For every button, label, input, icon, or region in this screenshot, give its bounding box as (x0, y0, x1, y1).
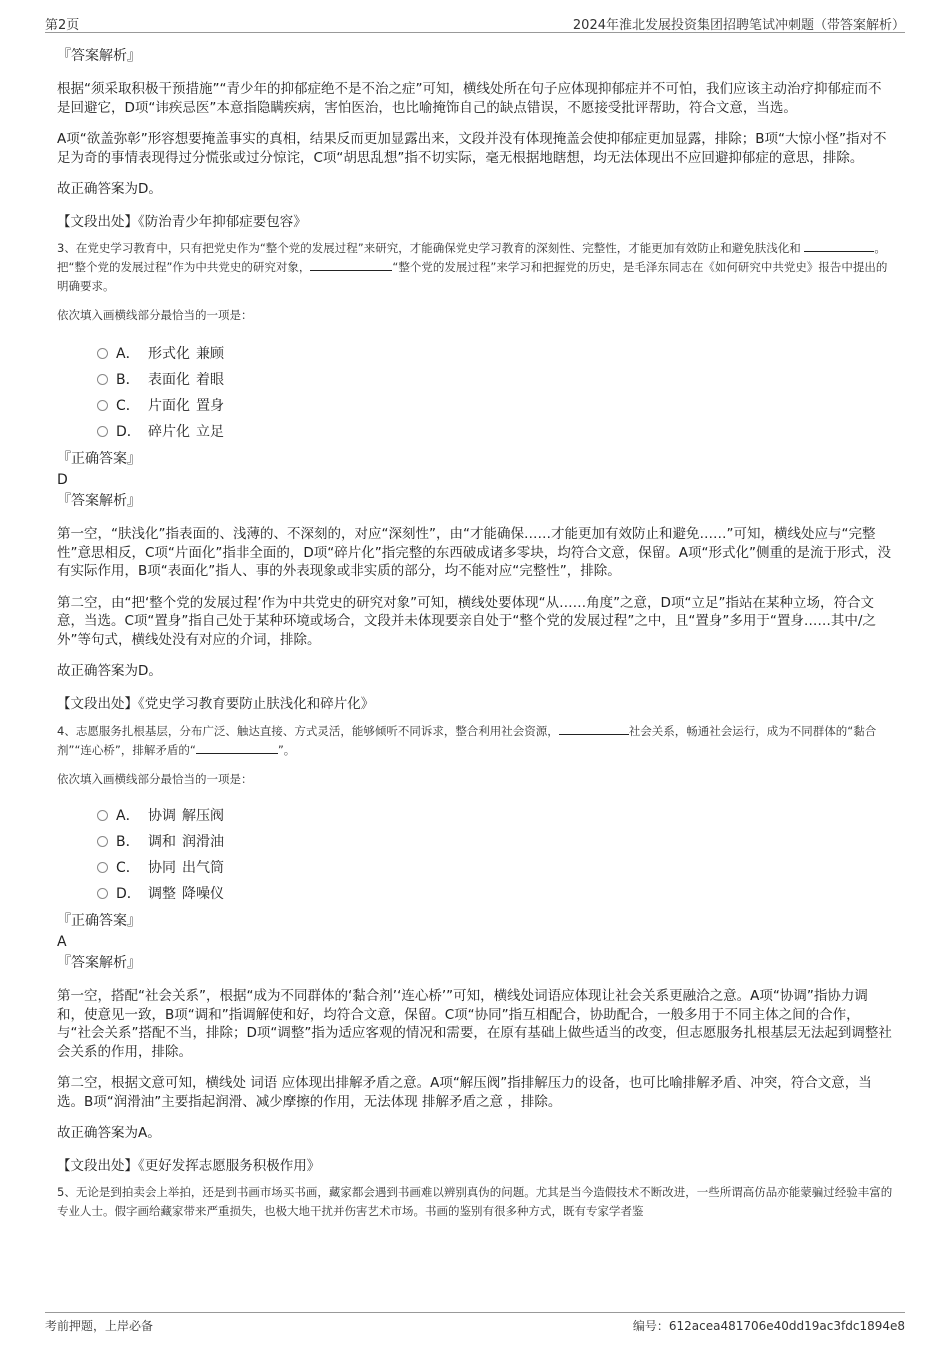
radio-icon[interactable] (97, 400, 108, 411)
q4-options (97, 803, 893, 907)
q4-stem: 4、志愿服务扎根基层，分布广泛、触达直接、方式灵活，能够倾听不同诉求，整合利用社会资源， 社会关系，畅通社会运行，成为不同群体的“黏合剂”“连心桥”，排解矛盾的“ ”。 (57, 724, 877, 757)
q3-correct-label: 『正确答案』 (57, 451, 141, 467)
q3-explain-label: 『答案解析』 (57, 493, 141, 509)
q4-explain-p1: 第一空，搭配“社会关系”，根据“成为不同群体的‘黏合剂’‘连心桥’”可知，横线处词语应体现让社会关系更融洽之意。A项“协调”指协力调和，使意见一致，B项“调和”指调解使和好，均符合文意，保留。C项“协同”指互相配合，协助配合，一般多用于不同主体之间的合作，与“社会关系”搭配不当，排除；D项“调整”指为适应客观的情况和需要，在原有基础上做些适当的改变，但志愿服务扎根基层无法起到调整社会关系的作用，排除。 (57, 988, 892, 1060)
q4-option-a[interactable]: A． 协调 解压阀 (97, 803, 893, 829)
q4-explain-label: 『答案解析』 (57, 955, 141, 971)
q2-explain-p2: A项“欲盖弥彰”形容想要掩盖事实的真相，结果反而更加显露出来，文段并没有体现掩盖会使抑郁症更加显露，排除；B项“大惊小怪”指对不足为奇的事情表现得过分慌张或过分惊诧，C项“胡思乱想”指不切实际，毫无根据地瞎想，均无法体现出不应回避抑郁症的意思，排除。 (57, 131, 887, 166)
q4-blank-2 (196, 741, 278, 754)
q3-option-b[interactable]: B． 表面化 着眼 (97, 367, 893, 393)
q3-blank-2 (310, 258, 392, 271)
q4-correct-answer: A (57, 934, 67, 950)
document-id: 编号：612acea481706e40dd19ac3fdc1894e8 (632, 1319, 905, 1333)
radio-icon[interactable] (97, 348, 108, 359)
q4-prompt: 依次填入画横线部分最恰当的一项是： (57, 772, 253, 786)
q3-option-c[interactable]: C． 片面化 置身 (97, 393, 893, 419)
q3-option-a[interactable]: A． 形式化 兼顾 (97, 341, 893, 367)
q2-explain-label: 『答案解析』 (57, 48, 141, 64)
q4-source: 【文段出处】《更好发挥志愿服务积极作用》 (57, 1157, 321, 1174)
q3-source: 【文段出处】《党史学习教育要防止肤浅化和碎片化》 (57, 695, 375, 712)
radio-icon[interactable] (97, 426, 108, 437)
document-title: 2024年淮北发展投资集团招聘笔试冲刺题（带答案解析） (572, 18, 905, 33)
q3-option-d[interactable]: D． 碎片化 立足 (97, 419, 893, 445)
q4-blank-1 (559, 722, 629, 735)
q3-options (97, 341, 893, 445)
q3-stem: 3、在党史学习教育中，只有把党史作为“整个党的发展过程”来研究，才能确保党史学习教育的深刻性、完整性，才能更加有效防止和避免肤浅化和 。把“整个党的发展过程”作为中共党史的研究对象， “整个党的发展过程”来学习和把握党的历史，是毛泽东同志在《如何研究中共党史》报告中提出的明确要求。 (57, 241, 888, 293)
q4-conclusion: 故正确答案为A。 (57, 1125, 161, 1141)
q3-explain-p2: 第二空，由“把‘整个党的发展过程’作为中共党史的研究对象”可知，横线处要体现“从……角度”之意，D项“立足”指站在某种立场，符合文意，当选。C项“置身”指自己处于某种环境或场合，文段并未体现要亲自处于“整个党的发展过程”之中，且“置身”多用于“置身……其中/之外”等句式，横线处没有对应的介词，排除。 (57, 594, 876, 648)
q3-correct-answer: D (57, 472, 68, 488)
q4-explain-p2: 第二空，根据文意可知，横线处 词语 应体现出排解矛盾之意。A项“解压阀”指排解压力的设备，也可比喻排解矛盾、冲突，符合文意，当选。B项“润滑油”主要指起润滑、减少摩擦的作用，无法体现 排解矛盾之意 ，排除。 (57, 1075, 872, 1110)
q3-conclusion: 故正确答案为D。 (57, 663, 162, 679)
q3-prompt: 依次填入画横线部分最恰当的一项是： (57, 308, 253, 322)
q5-stem: 5、无论是到拍卖会上举拍，还是到书画市场买书画，藏家都会遇到书画难以辨别真伪的问题。尤其是当今造假技术不断改进，一些所谓高仿品亦能蒙骗过经验丰富的专业人士。假字画给藏家带来严重损失，也极大地干扰并伤害艺术市场。书画的鉴别有很多种方式，既有专家学者鉴 (57, 1185, 893, 1218)
q2-conclusion: 故正确答案为D。 (57, 181, 162, 197)
q4-option-d[interactable]: D． 调整 降噪仪 (97, 881, 893, 907)
q4-option-c[interactable]: C． 协同 出气筒 (97, 855, 893, 881)
radio-icon[interactable] (97, 888, 108, 899)
radio-icon[interactable] (97, 374, 108, 385)
document-body (57, 44, 893, 1221)
page-footer (45, 1312, 905, 1335)
page-header (45, 12, 905, 33)
q4-option-b[interactable]: B． 调和 润滑油 (97, 829, 893, 855)
q3-explain-p1: 第一空，“肤浅化”指表面的、浅薄的、不深刻的，对应“深刻性”，由“才能确保……才能更加有效防止和避免……”可知，横线处应与“完整性”意思相反，C项“片面化”指非全面的，D项“碎片化”指完整的东西破成诸多零块，均符合文意，保留。A项“形式化”侧重的是流于形式，没有实际作用，B项“表面化”指人、事的外表现象或非实质的部分，均不能对应“完整性”，排除。 (57, 526, 892, 579)
radio-icon[interactable] (97, 810, 108, 821)
q4-correct-label: 『正确答案』 (57, 913, 141, 929)
q3-blank-1 (804, 239, 874, 252)
radio-icon[interactable] (97, 862, 108, 873)
q2-source: 【文段出处】《防治青少年抑郁症要包容》 (57, 213, 307, 230)
page-number: 第2页 (45, 18, 80, 33)
footer-slogan: 考前押题，上岸必备 (45, 1319, 154, 1333)
radio-icon[interactable] (97, 836, 108, 847)
q2-explain-p1: 根据“须采取积极干预措施”“青少年的抑郁症绝不是不治之症”可知，横线处所在句子应体现抑郁症并不可怕，我们应该主动治疗抑郁症而不是回避它，D项“讳疾忌医”本意指隐瞒疾病，害怕医治，也比喻掩饰自己的缺点错误，不愿接受批评帮助，符合文意，当选。 (57, 81, 882, 116)
